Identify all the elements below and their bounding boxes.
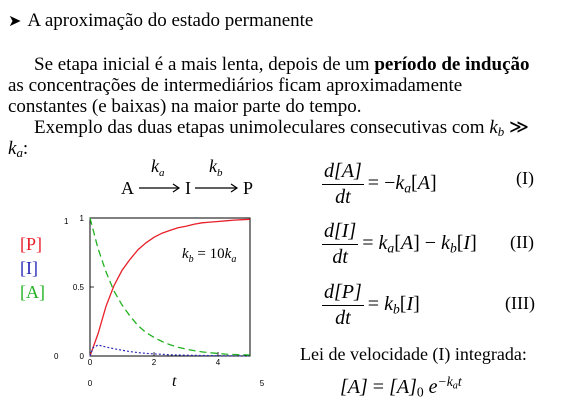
species-i: I	[185, 178, 191, 198]
y-tick-label: 0.5	[72, 283, 84, 292]
equation-1: $\frac{d[A]}{dt}$ = $-k_a[A]$	[324, 160, 437, 208]
reaction-mechanism	[115, 156, 275, 206]
equation-3: $\frac{d[P]}{dt}$ = $k_b[I]$	[324, 281, 420, 329]
x-extent-label: 0	[87, 379, 93, 388]
para-line-2: as concentrações de intermediários ficam aproximadamente	[8, 75, 463, 96]
species-a: A	[121, 178, 134, 198]
rate-condition: $k_b$	[489, 117, 505, 140]
para-line-4: Exemplo das duas etapas unimoleculares consecutivas com $k_b$ ≫	[34, 117, 529, 140]
intro-paragraph	[8, 54, 556, 159]
equation-1-number: (I)	[516, 168, 534, 188]
integrated-law: $[A] = [A]_0$ $e^{-k_at}$	[340, 373, 462, 400]
equation-3-number: (III)	[505, 293, 535, 313]
heading-text: A aproximação do estado permanente	[27, 10, 314, 31]
para-line-1: Se etapa inicial é a mais lenta, depois de um período de indução	[34, 54, 530, 75]
para-line-3: constantes (e baixas) na maior parte do tempo.	[8, 96, 362, 117]
legend-p: [P]	[20, 234, 42, 254]
equation-2: $\frac{d[I]}{dt}$ = $k_a[A] - k_b[I]$	[324, 220, 477, 268]
rate-constant-ka: $k_a$	[151, 156, 165, 179]
legend-i: [I]	[20, 258, 38, 278]
legend-a: [A]	[20, 282, 45, 302]
para-line-5: $k_a$:	[8, 138, 29, 161]
x-tick-label: 0	[87, 358, 93, 367]
x-extent-label: 5	[259, 379, 265, 388]
species-p: P	[243, 178, 254, 198]
bullet-arrow-icon: ➤	[8, 13, 22, 30]
y-tick-label: 0	[79, 352, 84, 361]
concentration-chart	[52, 210, 282, 395]
rate-constant-kb: $k_b$	[209, 156, 223, 179]
y-top-label: 1	[64, 217, 69, 226]
y-outer-zero-label: 0	[54, 352, 59, 361]
series-p-line	[90, 219, 250, 356]
y-tick-label: 1	[79, 214, 84, 223]
induction-period-term: período de indução	[374, 54, 530, 75]
x-tick-label: 4	[215, 358, 221, 367]
integrated-law-title: Lei de velocidade (I) integrada:	[300, 344, 527, 364]
ratio-label: $k_b = 10k_a$	[182, 246, 237, 265]
equation-2-number: (II)	[510, 232, 534, 252]
x-axis-label: t	[172, 373, 177, 390]
slide-heading	[8, 10, 313, 32]
x-tick-label: 2	[151, 358, 157, 367]
